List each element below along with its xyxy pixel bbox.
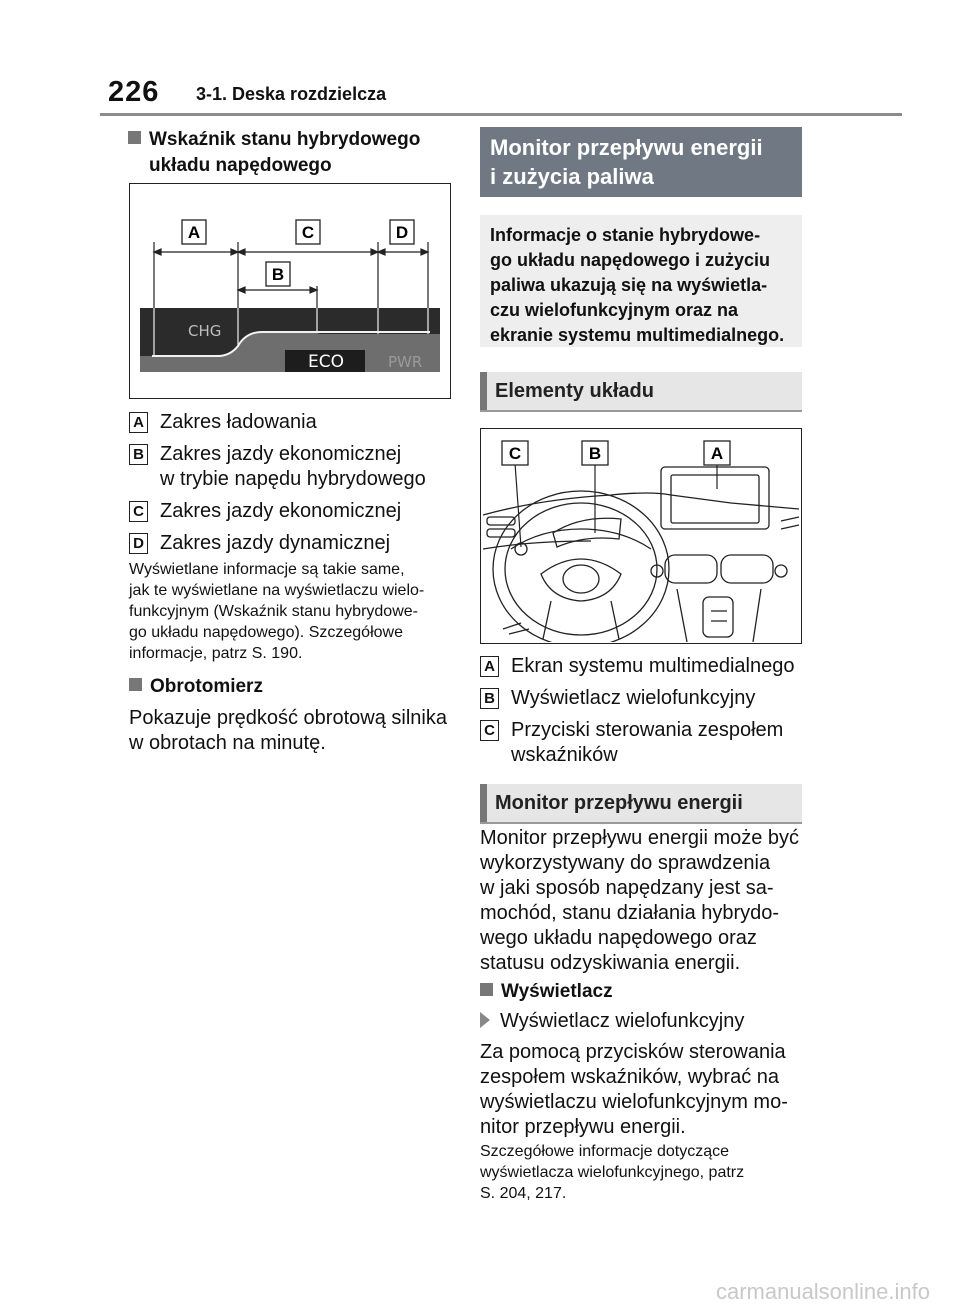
header-divider bbox=[100, 113, 902, 116]
hybrid-indicator-heading: Wskaźnik stanu hybrydowego układu napędowego bbox=[128, 127, 458, 179]
tachometer-description: Pokazuje prędkość obrotową silnika w obrotach na minutę. bbox=[129, 707, 447, 754]
legend-item: B Zakres jazdy ekonomicznej w trybie napędu hybrydowego bbox=[129, 442, 459, 492]
hybrid-note: Wyświetlane informacje są takie same, jak te wyświetlane na wyświetlaczu wielo- funkcyjnym (Wskaźnik stanu hybrydowe- go układu napędowego). Szczegółowe informacje, patrz S. 190. bbox=[129, 561, 425, 662]
eco-label: ECO bbox=[308, 352, 344, 372]
detail-note: Szczegółowe informacje dotyczące wyświetlacza wielofunkcyjnego, patrz S. 204, 217. bbox=[480, 1143, 745, 1202]
square-bullet-icon bbox=[128, 131, 141, 144]
dimension-arrows bbox=[154, 249, 428, 293]
watermark: carmanualsonline.info bbox=[715, 1279, 930, 1304]
figure1-label-a: A bbox=[187, 223, 201, 242]
info-box: Informacje o stanie hybrydowe- go układu napędowego i zużyciu paliwa ukazują się na wyświetla- czu wielofunkcyjnym oraz na ekranie systemu multimedialnego. bbox=[480, 215, 802, 347]
legend-badge: B bbox=[480, 688, 499, 709]
legend-item: D Zakres jazdy dynamicznej bbox=[129, 531, 459, 556]
square-bullet-icon bbox=[480, 983, 493, 996]
dashboard-figure bbox=[480, 428, 802, 644]
monitor-heading: Monitor przepływu energii bbox=[480, 784, 802, 824]
square-bullet-icon bbox=[129, 678, 142, 691]
legend-badge: B bbox=[129, 444, 148, 465]
elements-heading: Elementy układu bbox=[480, 372, 802, 412]
legend-item: C Przyciski sterowania zespołem wskaźników bbox=[480, 718, 810, 768]
figure2-label-c: C bbox=[508, 444, 522, 463]
triangle-bullet-icon bbox=[480, 1012, 490, 1028]
display-heading: Wyświetlacz bbox=[480, 979, 613, 1005]
legend-item: A Ekran systemu multimedialnego bbox=[480, 654, 810, 679]
section-banner: Monitor przepływu energii i zużycia paliwa bbox=[480, 127, 802, 197]
legend-badge: D bbox=[129, 533, 148, 554]
legend-badge: C bbox=[480, 720, 499, 741]
section-title: 3-1. Deska rozdzielcza bbox=[196, 84, 387, 104]
monitor-description: Monitor przepływu energii może być wykorzystywany do sprawdzenia w jaki sposób napędzany jest sa- mochód, stanu działania hybrydo- wego układu napędowego oraz statusu odzyskiwania energii. bbox=[480, 827, 800, 974]
figure1-label-c: C bbox=[301, 223, 315, 242]
hybrid-legend bbox=[129, 410, 459, 556]
legend-badge: A bbox=[480, 656, 499, 677]
legend-badge: A bbox=[129, 412, 148, 433]
bullet-item: Wyświetlacz wielofunkcyjny bbox=[480, 1009, 744, 1034]
legend-item: C Zakres jazdy ekonomicznej bbox=[129, 499, 459, 524]
tachometer-heading: Obrotomierz bbox=[129, 674, 263, 700]
figure1-label-b: B bbox=[271, 265, 285, 284]
figure2-label-a: A bbox=[710, 444, 724, 463]
figure2-label-b: B bbox=[588, 444, 602, 463]
chg-label: CHG bbox=[188, 322, 222, 340]
legend-item: A Zakres ładowania bbox=[129, 410, 459, 435]
instruction-text: Za pomocą przycisków sterowania zespołem wskaźników, wybrać na wyświetlaczu wielofunkcyjnym mo- nitor przepływu energii. bbox=[480, 1041, 788, 1138]
figure1-label-d: D bbox=[395, 223, 409, 242]
dashboard-diagram bbox=[481, 429, 800, 642]
legend-item: B Wyświetlacz wielofunkcyjny bbox=[480, 686, 810, 711]
dashboard-legend bbox=[480, 654, 810, 768]
hybrid-indicator-figure bbox=[129, 183, 451, 399]
legend-badge: C bbox=[129, 501, 148, 522]
dashboard-drawing bbox=[483, 467, 799, 642]
figure2-callouts bbox=[502, 441, 730, 465]
pwr-label: PWR bbox=[388, 353, 423, 371]
hybrid-indicator-diagram bbox=[130, 184, 449, 397]
page-number: 226 bbox=[108, 76, 160, 108]
